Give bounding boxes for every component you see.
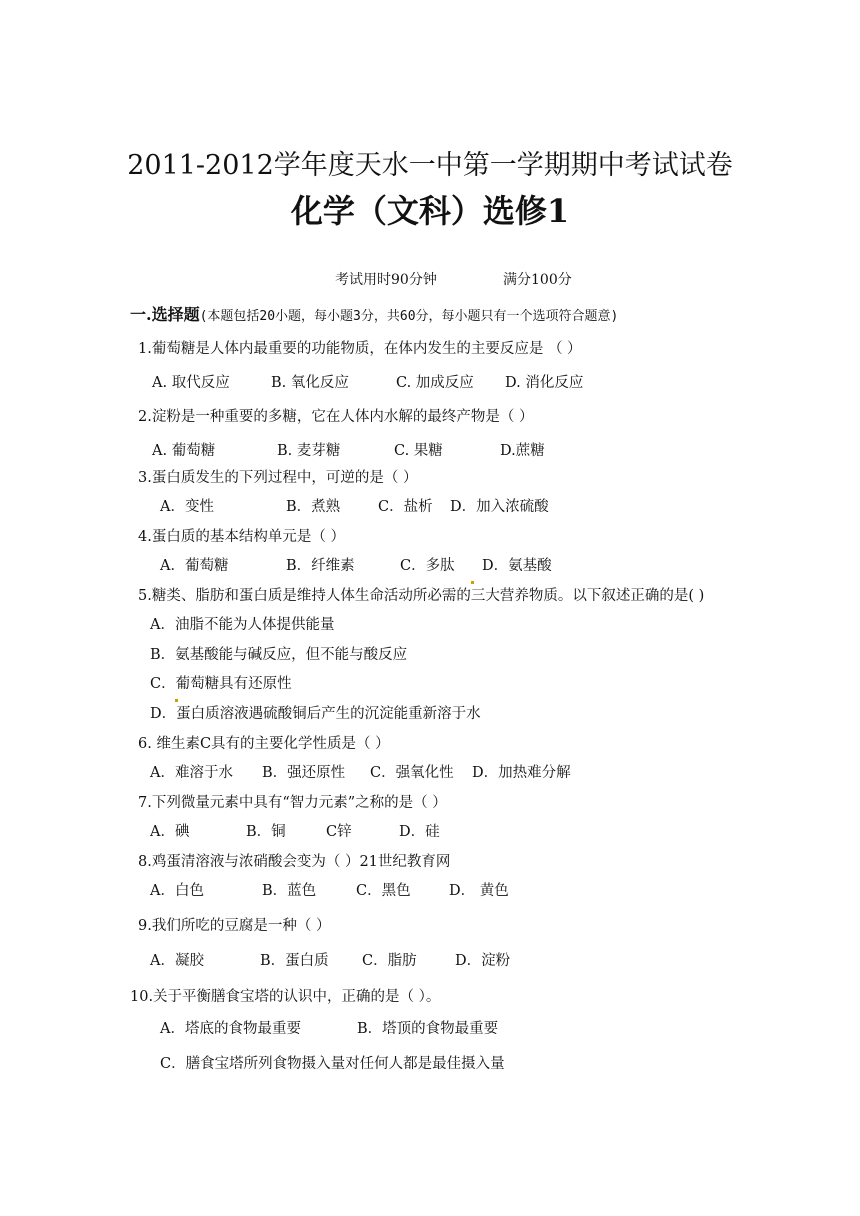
question-3: 3.蛋白质发生的下列过程中，可逆的是（ ） (138, 470, 418, 486)
section-note: (本题包括20小题，每小题3分，共60分，每小题只有一个选项符合题意) (199, 309, 619, 324)
q5-option-a: A．油脂不能为人体提供能量 (150, 617, 335, 633)
exam-time: 考试用时90分钟 (335, 272, 437, 288)
q9-option-d: D．淀粉 (455, 953, 511, 969)
q7-option-b: B．铜 (246, 824, 286, 840)
q5-option-d: D．蛋白质溶液遇硫酸铜后产生的沉淀能重新溶于水 (150, 706, 481, 722)
q6-option-c: C．强氧化性 (370, 765, 454, 781)
section-label: 一.选择题 (130, 305, 200, 324)
q7-option-c: C锌 (326, 824, 352, 840)
q9-option-c: C．脂肪 (362, 953, 417, 969)
q6-option-b: B．强还原性 (262, 765, 346, 781)
q9-option-b: B．蛋白质 (260, 953, 329, 969)
question-7: 7.下列微量元素中具有“智力元素”之称的是（ ） (138, 795, 447, 811)
q2-option-c: C. 果糖 (394, 443, 443, 459)
q9-option-a: A．凝胶 (150, 953, 204, 969)
q5-option-b: B．氨基酸能与碱反应，但不能与酸反应 (150, 647, 408, 663)
question-10: 10.关于平衡膳食宝塔的认识中，正确的是（ ）。 (130, 989, 441, 1005)
question-2: 2.淀粉是一种重要的多糖，它在人体内水解的最终产物是（ ） (138, 409, 534, 425)
exam-subtitle: 化学（文科）选修1 (290, 192, 570, 230)
q7-option-a: A．碘 (150, 824, 190, 840)
q2-option-b: B. 麦芽糖 (277, 443, 341, 459)
q6-option-a: A．难溶于水 (150, 765, 233, 781)
question-5: 5.糖类、脂肪和蛋白质是维持人体生命活动所必需的三大营养物质。以下叙述正确的是( ) (138, 588, 705, 604)
q1-option-c: C. 加成反应 (396, 375, 474, 391)
question-6: 6. 维生素C具有的主要化学性质是（ ） (138, 736, 390, 752)
q6-option-d: D．加热难分解 (472, 765, 571, 781)
exam-score: 满分100分 (503, 272, 572, 288)
q3-option-c: C．盐析 (378, 499, 433, 515)
question-1: 1.葡萄糖是人体内最重要的功能物质，在体内发生的主要反应是 （ ） (138, 341, 582, 357)
q2-option-d: D.蔗糖 (500, 443, 545, 459)
marker-dot-2 (174, 684, 179, 703)
q5-option-c: C．葡萄糖具有还原性 (150, 676, 292, 692)
q4-option-c: C．多肽 (400, 558, 455, 574)
q1-option-b: B. 氧化反应 (271, 375, 349, 391)
q3-option-b: B．煮熟 (286, 499, 341, 515)
q1-option-a: A. 取代反应 (152, 375, 230, 391)
question-8: 8.鸡蛋清溶液与浓硝酸会变为（ ）21世纪教育网 (138, 854, 451, 870)
q8-option-b: B．蓝色 (262, 883, 317, 899)
q7-option-d: D．硅 (399, 824, 440, 840)
q4-option-b: B．纤维素 (286, 558, 355, 574)
q10-option-c: C．膳食宝塔所列食物摄入量对任何人都是最佳摄入量 (160, 1056, 505, 1072)
q10-option-a: A．塔底的食物最重要 (160, 1021, 301, 1037)
exam-title: 2011-2012学年度天水一中第一学期期中考试试卷 (127, 150, 733, 181)
q8-option-d: D． 黄色 (449, 883, 509, 899)
q4-option-d: D．氨基酸 (482, 558, 552, 574)
q1-option-d: D. 消化反应 (505, 375, 584, 391)
q3-option-d: D．加入浓硫酸 (450, 499, 549, 515)
q8-option-c: C．黑色 (356, 883, 411, 899)
q4-option-a: A．葡萄糖 (160, 558, 229, 574)
q2-option-a: A. 葡萄糖 (152, 443, 216, 459)
q8-option-a: A．白色 (150, 883, 204, 899)
q10-option-b: B．塔顶的食物最重要 (357, 1021, 499, 1037)
question-4: 4.蛋白质的基本结构单元是（ ） (138, 529, 345, 545)
q3-option-a: A．变性 (160, 499, 214, 515)
marker-dot-1 (470, 566, 475, 585)
question-9: 9.我们所吃的豆腐是一种（ ） (138, 918, 331, 934)
section-heading (130, 302, 618, 325)
